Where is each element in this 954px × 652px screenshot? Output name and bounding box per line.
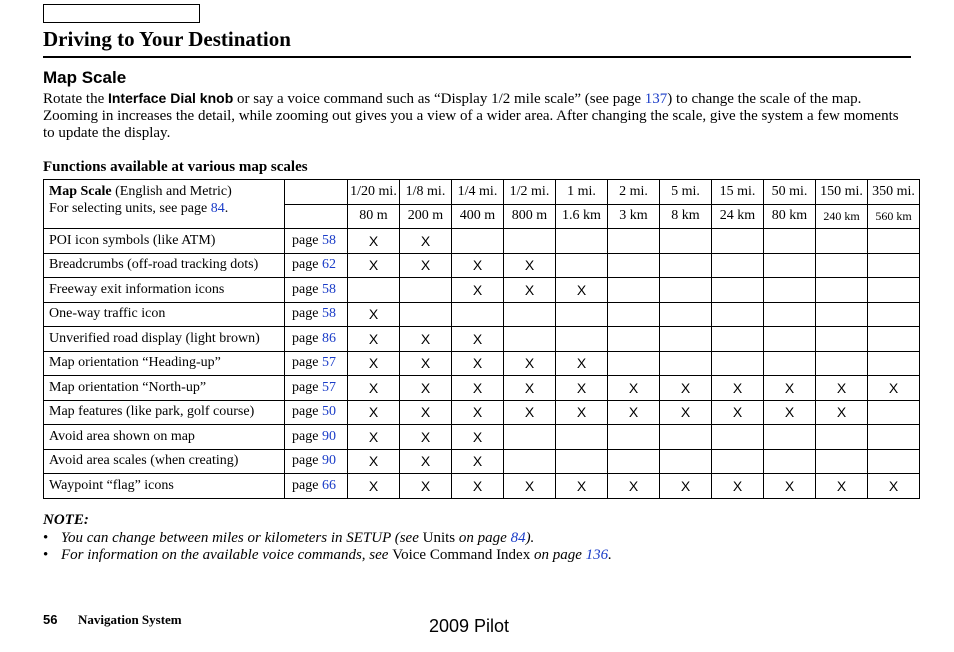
- available-mark: X: [348, 302, 400, 327]
- empty-cell: [712, 253, 764, 278]
- table-row: [44, 351, 920, 376]
- empty-cell: [400, 302, 452, 327]
- map-scale-table: [43, 179, 920, 499]
- table-row: [44, 302, 920, 327]
- empty-cell: [608, 327, 660, 352]
- bullet: •: [43, 547, 49, 563]
- scale-metric-2: 400 m: [452, 204, 504, 229]
- available-mark: X: [452, 278, 504, 303]
- empty-cell: [660, 302, 712, 327]
- available-mark: X: [816, 474, 868, 499]
- page-link[interactable]: 90: [321, 428, 336, 444]
- empty-cell: [816, 425, 868, 450]
- function-name: Avoid area scales (when creating): [44, 449, 285, 474]
- empty-cell: [608, 425, 660, 450]
- scale-metric-5: 3 km: [608, 204, 660, 229]
- scale-english-2: 1/4 mi.: [452, 180, 504, 205]
- empty-cell: [608, 302, 660, 327]
- scale-metric-1: 200 m: [400, 204, 452, 229]
- empty-cell: [400, 278, 452, 303]
- empty-cell: [868, 327, 920, 352]
- table-row: [44, 474, 920, 499]
- empty-cell: [816, 351, 868, 376]
- empty-cell: [816, 278, 868, 303]
- empty-cell: [712, 327, 764, 352]
- empty-cell: [816, 253, 868, 278]
- empty-cell: [712, 229, 764, 254]
- available-mark: X: [556, 376, 608, 401]
- page-link[interactable]: 57: [321, 379, 336, 395]
- available-mark: X: [452, 449, 504, 474]
- available-mark: X: [400, 253, 452, 278]
- available-mark: X: [452, 376, 504, 401]
- empty-cell: [608, 253, 660, 278]
- chapter-title: Driving to Your Destination: [43, 27, 291, 51]
- page-prefix: page: [292, 428, 322, 444]
- empty-cell: [868, 425, 920, 450]
- empty-cell: [660, 425, 712, 450]
- empty-cell: [660, 327, 712, 352]
- page-link[interactable]: 57: [321, 355, 336, 371]
- intro-text-3: ) to change the scale of the map. Zooming in increases the detail, while zooming out gives you a view of a wider area. After changing the scale, give the system a few moments to update the display.: [43, 91, 899, 141]
- footer-section-label: Navigation System: [78, 612, 182, 627]
- page-prefix: page: [292, 281, 322, 297]
- available-mark: X: [452, 474, 504, 499]
- available-mark: X: [660, 474, 712, 499]
- function-name: Avoid area shown on map: [44, 425, 285, 450]
- empty-cell: [556, 229, 608, 254]
- scale-english-1: 1/8 mi.: [400, 180, 452, 205]
- scale-header-english-row: [44, 180, 920, 205]
- available-mark: X: [400, 376, 452, 401]
- empty-cell: [348, 278, 400, 303]
- empty-cell: [452, 302, 504, 327]
- page-prefix: page: [292, 477, 322, 493]
- empty-cell: [712, 278, 764, 303]
- empty-cell: [816, 327, 868, 352]
- empty-cell: [764, 302, 816, 327]
- scale-english-5: 2 mi.: [608, 180, 660, 205]
- available-mark: X: [556, 351, 608, 376]
- function-name: POI icon symbols (like ATM): [44, 229, 285, 254]
- empty-cell: [816, 229, 868, 254]
- function-name: Map features (like park, golf course): [44, 400, 285, 425]
- empty-cell: [764, 278, 816, 303]
- page-link[interactable]: 58: [321, 306, 336, 322]
- empty-cell: [712, 302, 764, 327]
- available-mark: X: [712, 376, 764, 401]
- units-term: Units: [422, 530, 456, 546]
- available-mark: X: [608, 400, 660, 425]
- available-mark: X: [400, 327, 452, 352]
- scale-english-7: 15 mi.: [712, 180, 764, 205]
- page-link-137[interactable]: 137: [644, 91, 668, 107]
- footer-page-number: 56: [43, 612, 58, 627]
- empty-cell: [660, 351, 712, 376]
- map-scale-header-cell: [44, 180, 285, 229]
- available-mark: X: [400, 400, 452, 425]
- page-prefix: page: [292, 453, 322, 469]
- function-name: Unverified road display (light brown): [44, 327, 285, 352]
- vehicle-model-label: 2009 Pilot: [429, 616, 510, 636]
- page-reference: [285, 229, 348, 254]
- empty-cell: [608, 278, 660, 303]
- scale-metric-0: 80 m: [348, 204, 400, 229]
- page-reference: [285, 351, 348, 376]
- available-mark: X: [764, 474, 816, 499]
- intro-text-1: Rotate the: [43, 91, 108, 107]
- available-mark: X: [608, 376, 660, 401]
- scale-english-9: 150 mi.: [816, 180, 868, 205]
- available-mark: X: [348, 229, 400, 254]
- available-mark: X: [348, 400, 400, 425]
- page-prefix: page: [292, 257, 322, 273]
- empty-cell: [868, 449, 920, 474]
- header-empty-cell: [285, 180, 348, 205]
- page-link[interactable]: 86: [321, 330, 336, 346]
- page-prefix: page: [292, 330, 322, 346]
- page-reference: [285, 327, 348, 352]
- empty-cell: [556, 327, 608, 352]
- interface-dial-knob-term: Interface Dial knob: [107, 90, 234, 106]
- table-title: Functions available at various map scales: [43, 159, 308, 175]
- empty-cell: [712, 425, 764, 450]
- table-row: [44, 449, 920, 474]
- empty-cell: [764, 425, 816, 450]
- empty-cell: [764, 449, 816, 474]
- function-name: One-way traffic icon: [44, 302, 285, 327]
- empty-cell: [504, 302, 556, 327]
- table-row: [44, 425, 920, 450]
- empty-cell: [608, 229, 660, 254]
- empty-cell: [504, 229, 556, 254]
- page-reference: [285, 449, 348, 474]
- scale-metric-3: 800 m: [504, 204, 556, 229]
- empty-cell: [660, 278, 712, 303]
- empty-cell: [660, 253, 712, 278]
- scale-metric-8: 80 km: [764, 204, 816, 229]
- table-row: [44, 229, 920, 254]
- available-mark: X: [452, 253, 504, 278]
- available-mark: X: [452, 400, 504, 425]
- intro-text-2: or say a voice command such as “Display 1/2 mile scale” (see page: [233, 91, 645, 107]
- page-prefix: page: [292, 232, 322, 248]
- empty-cell: [868, 302, 920, 327]
- available-mark: X: [712, 400, 764, 425]
- available-mark: X: [400, 229, 452, 254]
- empty-cell: [868, 229, 920, 254]
- available-mark: X: [504, 400, 556, 425]
- available-mark: X: [400, 449, 452, 474]
- empty-cell: [868, 253, 920, 278]
- available-mark: X: [348, 327, 400, 352]
- empty-cell: [712, 351, 764, 376]
- available-mark: X: [660, 400, 712, 425]
- available-mark: X: [504, 376, 556, 401]
- page-link[interactable]: 66: [321, 477, 336, 493]
- empty-cell: [764, 351, 816, 376]
- table-row: [44, 400, 920, 425]
- scale-english-4: 1 mi.: [556, 180, 608, 205]
- empty-cell: [504, 449, 556, 474]
- available-mark: X: [868, 376, 920, 401]
- available-mark: X: [556, 400, 608, 425]
- intro-paragraph: [43, 90, 911, 142]
- available-mark: X: [452, 425, 504, 450]
- available-mark: X: [816, 376, 868, 401]
- empty-cell: [556, 425, 608, 450]
- function-name: Map orientation “North-up”: [44, 376, 285, 401]
- scale-english-6: 5 mi.: [660, 180, 712, 205]
- empty-cell: [504, 425, 556, 450]
- available-mark: X: [868, 474, 920, 499]
- page-link[interactable]: 50: [321, 404, 336, 420]
- empty-cell: [452, 229, 504, 254]
- empty-cell: [868, 351, 920, 376]
- available-mark: X: [504, 474, 556, 499]
- units-reference-end: .: [224, 201, 229, 216]
- page-link[interactable]: 58: [321, 232, 336, 248]
- function-name: Waypoint “flag” icons: [44, 474, 285, 499]
- available-mark: X: [400, 351, 452, 376]
- page-reference: [285, 278, 348, 303]
- note-voice-end: .: [608, 547, 612, 563]
- page-link[interactable]: 62: [321, 257, 336, 273]
- function-name: Breadcrumbs (off-road tracking dots): [44, 253, 285, 278]
- page-link-84-note[interactable]: 84: [510, 530, 526, 546]
- page-reference: [285, 253, 348, 278]
- empty-cell: [868, 400, 920, 425]
- bullet: •: [43, 530, 49, 546]
- empty-cell: [608, 351, 660, 376]
- page-prefix: page: [292, 379, 322, 395]
- available-mark: X: [660, 376, 712, 401]
- available-mark: X: [712, 474, 764, 499]
- units-reference-text: For selecting units, see page: [49, 201, 211, 216]
- available-mark: X: [348, 474, 400, 499]
- note-voice-commands: [43, 547, 612, 564]
- available-mark: X: [504, 278, 556, 303]
- available-mark: X: [348, 449, 400, 474]
- page-reference: [285, 400, 348, 425]
- note-units-end: ).: [525, 530, 535, 546]
- empty-cell: [712, 449, 764, 474]
- table-row: [44, 253, 920, 278]
- available-mark: X: [764, 376, 816, 401]
- note-units-text-2: on page: [455, 530, 511, 546]
- page-link[interactable]: 58: [321, 281, 336, 297]
- empty-cell: [556, 253, 608, 278]
- empty-cell: [816, 449, 868, 474]
- available-mark: X: [764, 400, 816, 425]
- available-mark: X: [348, 351, 400, 376]
- available-mark: X: [504, 351, 556, 376]
- page-prefix: page: [292, 404, 322, 420]
- map-scale-header-suffix: (English and Metric): [111, 184, 232, 199]
- available-mark: X: [556, 278, 608, 303]
- note-voice-text-2: on page: [530, 547, 586, 563]
- table-row: [44, 327, 920, 352]
- available-mark: X: [452, 351, 504, 376]
- scale-english-10: 350 mi.: [868, 180, 920, 205]
- header-empty-cell: [285, 204, 348, 229]
- empty-cell: [660, 449, 712, 474]
- empty-cell: [608, 449, 660, 474]
- empty-cell: [556, 302, 608, 327]
- scale-metric-4: 1.6 km: [556, 204, 608, 229]
- available-mark: X: [400, 474, 452, 499]
- function-name: Map orientation “Heading-up”: [44, 351, 285, 376]
- scale-english-3: 1/2 mi.: [504, 180, 556, 205]
- voice-command-index-term: Voice Command Index: [392, 547, 531, 563]
- page-prefix: page: [292, 306, 322, 322]
- note-voice-text: For information on the available voice commands, see: [61, 547, 393, 563]
- available-mark: X: [400, 425, 452, 450]
- page-reference: [285, 376, 348, 401]
- scale-metric-7: 24 km: [712, 204, 764, 229]
- scale-metric-9: 240 km: [816, 204, 868, 229]
- available-mark: X: [608, 474, 660, 499]
- empty-cell: [764, 327, 816, 352]
- scale-english-0: 1/20 mi.: [348, 180, 400, 205]
- empty-cell: [556, 449, 608, 474]
- available-mark: X: [348, 253, 400, 278]
- available-mark: X: [452, 327, 504, 352]
- empty-cell: [764, 253, 816, 278]
- page-reference: [285, 302, 348, 327]
- empty-cell: [764, 229, 816, 254]
- page-link[interactable]: 90: [321, 453, 336, 469]
- empty-cell: [816, 302, 868, 327]
- available-mark: X: [348, 425, 400, 450]
- page-link-136[interactable]: 136: [585, 547, 609, 563]
- note-units-text: You can change between miles or kilometers in SETUP (see: [61, 530, 423, 546]
- page-prefix: page: [292, 355, 322, 371]
- map-scale-header-label: Map Scale: [49, 184, 112, 199]
- available-mark: X: [348, 376, 400, 401]
- scale-metric-6: 8 km: [660, 204, 712, 229]
- page-reference: [285, 425, 348, 450]
- page-reference: [285, 474, 348, 499]
- table-row: [44, 278, 920, 303]
- page-link-84[interactable]: 84: [210, 201, 225, 216]
- available-mark: X: [504, 253, 556, 278]
- chapter-tab-box: [43, 4, 200, 23]
- title-divider: [43, 56, 911, 58]
- empty-cell: [868, 278, 920, 303]
- scale-english-8: 50 mi.: [764, 180, 816, 205]
- note-units: [43, 530, 534, 547]
- table-row: [44, 376, 920, 401]
- empty-cell: [504, 327, 556, 352]
- function-name: Freeway exit information icons: [44, 278, 285, 303]
- available-mark: X: [556, 474, 608, 499]
- scale-metric-10: 560 km: [868, 204, 920, 229]
- note-label: NOTE:: [43, 512, 89, 528]
- section-title: Map Scale: [43, 68, 127, 87]
- empty-cell: [660, 229, 712, 254]
- available-mark: X: [816, 400, 868, 425]
